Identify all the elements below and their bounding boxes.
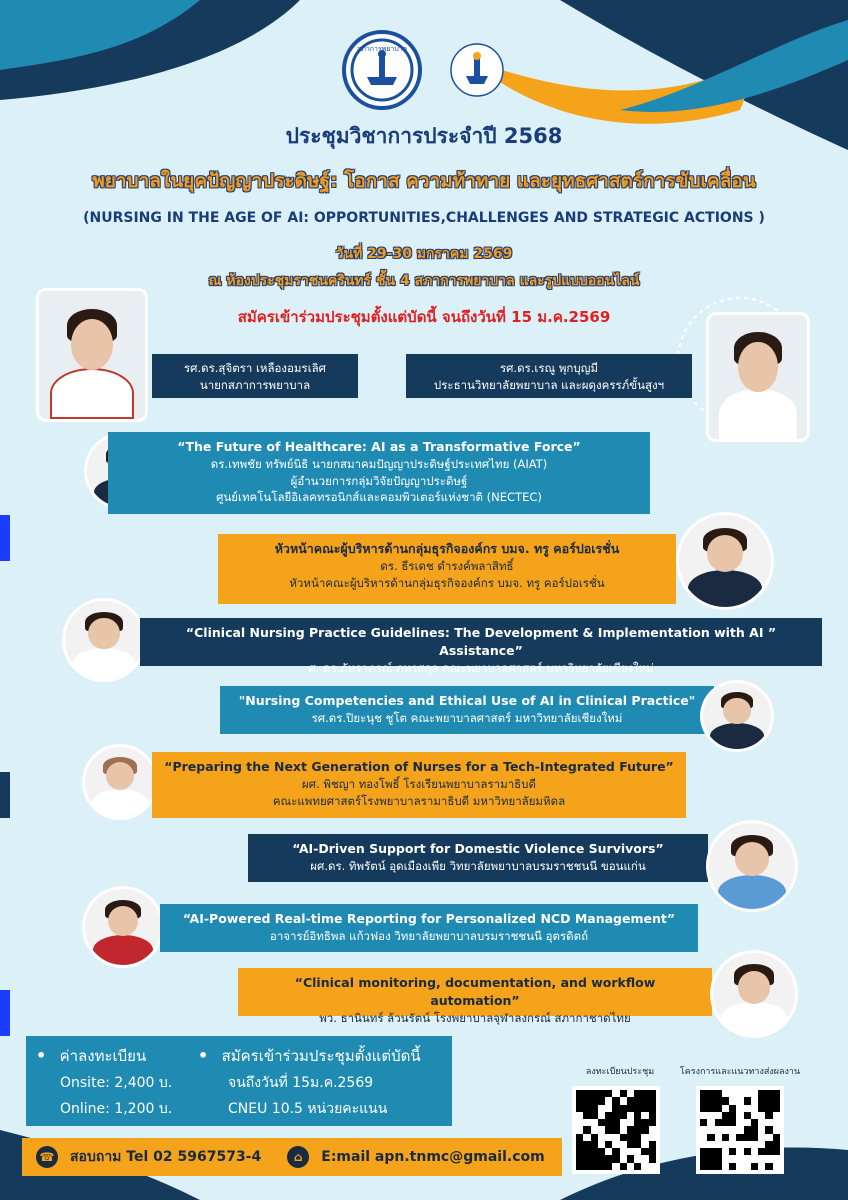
qr-registration[interactable] (572, 1064, 668, 1174)
session-card-4 (220, 686, 714, 734)
session-title: หัวหน้าคณะผู้บริหารด้านกลุ่มธุรกิจองค์กร บมจ. ทรู คอร์ปอเรชั่น (274, 541, 620, 556)
bullet-icon: • (198, 1046, 209, 1065)
speaker-line: ผศ.ดร. ทิพรัตน์ อุดเมืองเพีย วิทยาลัยพยาบาลบรมราชชนนี ขอนแก่น (310, 859, 646, 874)
speaker-photo (82, 886, 164, 968)
host-position: ประธานวิทยาลัยพยาบาล และผดุงครรภ์ขั้นสูงฯ (433, 377, 665, 392)
session-title: "Nursing Competencies and Ethical Use of AI in Clinical Practice" (238, 693, 696, 708)
speaker-line: คณะแพทยศาสตร์โรงพยาบาลรามาธิบดี มหาวิทยาลัยมหิดล (272, 793, 566, 808)
speaker-photo (82, 744, 158, 820)
fee-onsite: Onsite: 2,400 บ. (60, 1075, 173, 1091)
fees-heading: ค่าลงทะเบียน (59, 1047, 147, 1065)
conference-main-title: พยาบาลในยุคปัญญาประดิษฐ์: โอกาส ความท้าทาย และยุทธศาสตร์การขับเคลื่อน (92, 170, 756, 192)
speaker-line: ผศ. พิชญา ทองโพธิ์ โรงเรียนพยาบาลรามาธิบดี (302, 777, 536, 792)
fees-column (36, 1044, 172, 1120)
contact-email[interactable]: E:mail apn.tnmc@gmail.com (321, 1149, 545, 1165)
host-name: รศ.ดร.เรณู พุกบุญมี (499, 361, 599, 375)
speaker-line: หัวหน้าคณะผู้บริหารด้านกลุ่มธุรกิจองค์กร บมจ. ทรู คอร์ปอเรชั่น (289, 575, 605, 590)
phone-icon: ☎ (36, 1146, 58, 1168)
contact-bar (22, 1138, 562, 1176)
speaker-photo (710, 950, 798, 1038)
host-photo (36, 288, 148, 422)
session-card-3 (140, 618, 822, 676)
session-card-7 (160, 904, 698, 952)
speaker-line: ศ. ดร.ภัทราภรณ์ ภทรสกุล คณะพยาบาลศาสตร์ มหาวิทยาลัยเชียงใหม่ (308, 661, 654, 676)
speaker-line: อาจารย์อิทธิพล แก้วฟอง วิทยาลัยพยาบาลบรมราชชนนี อุตรดิตถ์ (269, 929, 589, 944)
host-card-president (152, 354, 358, 398)
lamp-emblem-icon (349, 37, 415, 103)
host-position: นายกสภาการพยาบาล (199, 377, 311, 392)
registration-info-box (26, 1036, 452, 1126)
session-title: “Clinical Nursing Practice Guidelines: The Development & Implementation with AI ” Assistance” (185, 625, 777, 659)
college-logo (438, 38, 516, 102)
conference-year-title: ประชุมวิชาการประจำปี 2568 (285, 124, 563, 148)
conference-english-title: (NURSING IN THE AGE OF AI: OPPORTUNITIES,CHALLENGES AND STRATEGIC ACTIONS ) (83, 210, 765, 226)
speaker-line: ศูนย์เทคโนโลยีอิเลคทรอนิกส์และคอมพิวเตอร์แห่งชาติ (NECTEC) (216, 490, 542, 505)
side-accent-block (0, 772, 10, 818)
host-card-chair (406, 354, 692, 398)
contact-phone[interactable]: สอบถาม Tel 02 5967573-4 (70, 1149, 262, 1165)
qr-submission[interactable] (672, 1064, 808, 1174)
speaker-photo (676, 512, 774, 610)
deadline-column (198, 1044, 421, 1120)
conference-date: วันที่ 29-30 มกราคม 2569 (335, 246, 513, 262)
session-title: “AI-Powered Real-time Reporting for Personalized NCD Management” (182, 911, 676, 926)
home-icon: ⌂ (287, 1146, 309, 1168)
side-accent-block (0, 990, 10, 1036)
fee-online: Online: 1,200 บ. (60, 1101, 173, 1117)
speaker-line: พว. ธานินทร์ ล้วนรัตน์ โรงพยาบาลจุฬาลงกรณ์ สภากาชาดไทย (319, 1011, 631, 1026)
session-title: “The Future of Healthcare: AI as a Transformative Force” (177, 439, 581, 454)
session-card-6 (248, 834, 708, 882)
college-emblem-icon (442, 40, 512, 100)
session-title: “Clinical monitoring, documentation, and workflow automation” (294, 975, 656, 1009)
conference-venue: ณ ห้องประชุมราชนครินทร์ ชั้น 4 สภาการพยาบาล และรูปแบบออนไลน์ (208, 273, 640, 289)
deadline-date: จนถึงวันที่ 15ม.ค.2569 (228, 1075, 374, 1091)
session-card-2 (218, 534, 676, 604)
speaker-photo (706, 820, 798, 912)
qr-label: ลงทะเบียนประชุม (585, 1067, 655, 1077)
svg-text:สภาการพยาบาล: สภาการพยาบาล (356, 45, 408, 53)
session-card-8 (238, 968, 712, 1026)
speaker-line: ดร. ธีรเดช ดำรงค์พลาสิทธิ์ (380, 559, 514, 574)
host-name: รศ.ดร.สุจิตรา เหลืองอมรเลิศ (184, 361, 326, 375)
session-card-5 (152, 752, 686, 818)
bullet-icon: • (36, 1046, 47, 1065)
host-photo (706, 312, 810, 442)
qr-code-icon[interactable] (696, 1086, 784, 1174)
speaker-line: รศ.ดร.ปิยะนุช ชูโต คณะพยาบาลศาสตร์ มหาวิทยาลัยเชียงใหม่ (311, 711, 623, 726)
speaker-photo (62, 598, 146, 682)
speaker-line: ดร.เทพชัย ทรัพย์นิธิ นายกสมาคมปัญญาประดิษฐ์ประเทศไทย (AIAT) (210, 457, 548, 472)
qr-code-icon[interactable] (572, 1086, 660, 1174)
session-card-1 (108, 432, 650, 514)
speaker-line: ผู้อำนวยการกลุ่มวิจัยปัญญาประดิษฐ์ (290, 473, 468, 488)
nursing-council-logo (342, 30, 422, 110)
cneu-credits: CNEU 10.5 หน่วยคะแนน (228, 1101, 388, 1117)
register-now-text: สมัครเข้าร่วมประชุมตั้งแต่บัดนี้ จนถึงวันที่ 15 ม.ค.2569 (237, 308, 611, 326)
speaker-photo (700, 680, 774, 752)
deadline-line: สมัครเข้าร่วมประชุมตั้งแต่บัดนี้ (221, 1047, 421, 1065)
session-title: “Preparing the Next Generation of Nurses for a Tech-Integrated Future” (164, 759, 674, 774)
side-accent-block (0, 515, 10, 561)
qr-label: โครงการและแนวทางส่งผลงาน (679, 1067, 801, 1077)
session-title: “AI-Driven Support for Domestic Violence Survivors” (292, 841, 664, 856)
